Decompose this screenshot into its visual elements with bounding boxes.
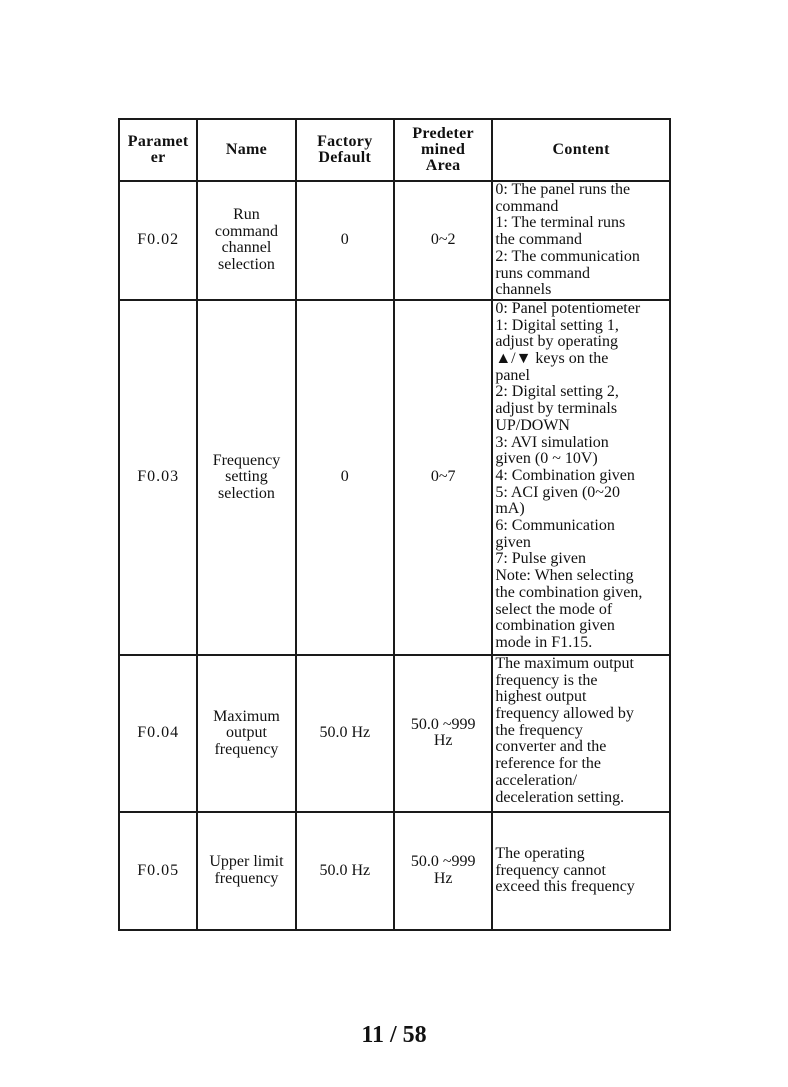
- header-parameter: [119, 119, 197, 181]
- text-line: frequency allowed by: [495, 705, 634, 723]
- text-line: er: [150, 149, 166, 166]
- text-line: The operating: [495, 844, 585, 862]
- text-line: 2: Digital setting 2,: [495, 383, 619, 401]
- page-number: 11 / 58: [361, 1022, 427, 1048]
- text-line: UP/DOWN: [495, 416, 570, 434]
- parameter-content: [492, 812, 670, 930]
- text-line: Default: [318, 149, 372, 166]
- text-line: reference for the: [495, 755, 602, 773]
- text-line: command: [214, 222, 278, 240]
- text-line: the command: [495, 231, 582, 249]
- text-line: 1: Digital setting 1,: [495, 316, 619, 334]
- factory-default: 50.0 Hz: [296, 812, 394, 930]
- predetermined-area: [394, 181, 492, 300]
- text-line: exceed this frequency: [495, 878, 635, 896]
- text-line: 7: Pulse given: [495, 550, 586, 568]
- predetermined-area: [394, 812, 492, 930]
- text-line: the combination given,: [495, 583, 643, 601]
- text-line: select the mode of: [495, 600, 613, 618]
- parameter-table: [118, 118, 671, 931]
- text-line: The maximum output: [495, 654, 634, 672]
- text-line: panel: [495, 366, 530, 384]
- text-line: converter and the: [495, 738, 607, 756]
- text-line: frequency cannot: [495, 861, 606, 879]
- table-row: [119, 655, 670, 812]
- header-content: [492, 119, 670, 181]
- parameter-name: [197, 812, 295, 930]
- text-line: frequency is the: [495, 671, 598, 689]
- predetermined-area: [394, 300, 492, 655]
- text-line: Hz: [433, 869, 453, 887]
- text-line: command: [495, 197, 559, 215]
- text-line: 0~2: [430, 231, 456, 249]
- text-line: Frequency: [212, 451, 281, 469]
- text-line: 1: The terminal runs: [495, 214, 626, 232]
- header-factory-default: [296, 119, 394, 181]
- text-line: Hz: [433, 732, 453, 750]
- text-line: 4: Combination given: [495, 466, 635, 484]
- factory-default: 50.0 Hz: [296, 655, 394, 812]
- parameter-content: [492, 181, 670, 300]
- header-predetermined-area: [394, 119, 492, 181]
- text-line: adjust by operating: [495, 333, 618, 351]
- parameter-name: [197, 181, 295, 300]
- text-line: mode in F1.15.: [495, 633, 593, 651]
- text-line: Factory: [317, 133, 373, 150]
- parameter-content: [492, 655, 670, 812]
- text-line: the frequency: [495, 721, 583, 739]
- table-header-row: [119, 119, 670, 181]
- text-line: 6: Communication: [495, 517, 615, 535]
- parameter-name: [197, 300, 295, 655]
- text-line: selection: [218, 484, 275, 502]
- text-line: Paramet: [127, 133, 189, 150]
- text-line: Maximum: [213, 707, 280, 725]
- text-line: Content: [552, 141, 610, 158]
- text-line: 3: AVI simulation: [495, 433, 609, 451]
- table-row: [119, 181, 670, 300]
- text-line: adjust by terminals: [495, 400, 618, 418]
- text-line: setting: [225, 468, 268, 486]
- text-line: 50.0 ~999: [410, 853, 476, 871]
- text-line: Area: [425, 157, 461, 174]
- parameter-code: F0.02: [119, 181, 197, 300]
- text-line: combination given: [495, 617, 615, 635]
- parameter-code: F0.03: [119, 300, 197, 655]
- text-line: 5: ACI given (0~20: [495, 483, 620, 501]
- text-line: 0: Panel potentiometer: [495, 299, 641, 317]
- text-line: acceleration/: [495, 771, 578, 789]
- text-line: Note: When selecting: [495, 567, 634, 585]
- text-line: ▲/▼ keys on the: [495, 350, 609, 368]
- text-line: deceleration setting.: [495, 788, 625, 806]
- text-line: given: [495, 533, 531, 551]
- text-line: Predeter: [412, 125, 474, 142]
- text-line: selection: [218, 255, 275, 273]
- text-line: highest output: [495, 688, 587, 706]
- parameter-content: [492, 300, 670, 655]
- predetermined-area: [394, 655, 492, 812]
- text-line: Run: [233, 206, 260, 224]
- text-line: 50.0 ~999: [410, 715, 476, 733]
- text-line: Name: [225, 141, 268, 158]
- table-row: [119, 300, 670, 655]
- text-line: 0~7: [430, 468, 456, 486]
- text-line: Upper limit: [209, 853, 284, 871]
- text-line: frequency: [214, 740, 279, 758]
- text-line: mA): [495, 500, 525, 518]
- text-line: channels: [495, 281, 552, 299]
- text-line: output: [226, 724, 267, 742]
- table-row: [119, 812, 670, 930]
- header-name: [197, 119, 295, 181]
- text-line: 0: The panel runs the: [495, 181, 631, 198]
- text-line: runs command: [495, 264, 590, 282]
- text-line: frequency: [214, 869, 279, 887]
- text-line: mined: [421, 141, 466, 158]
- factory-default: 0: [296, 181, 394, 300]
- parameter-code: F0.04: [119, 655, 197, 812]
- text-line: 2: The communication: [495, 247, 640, 265]
- parameter-name: [197, 655, 295, 812]
- text-line: channel: [221, 239, 272, 257]
- factory-default: 0: [296, 300, 394, 655]
- parameter-code: F0.05: [119, 812, 197, 930]
- text-line: given (0 ~ 10V): [495, 450, 598, 468]
